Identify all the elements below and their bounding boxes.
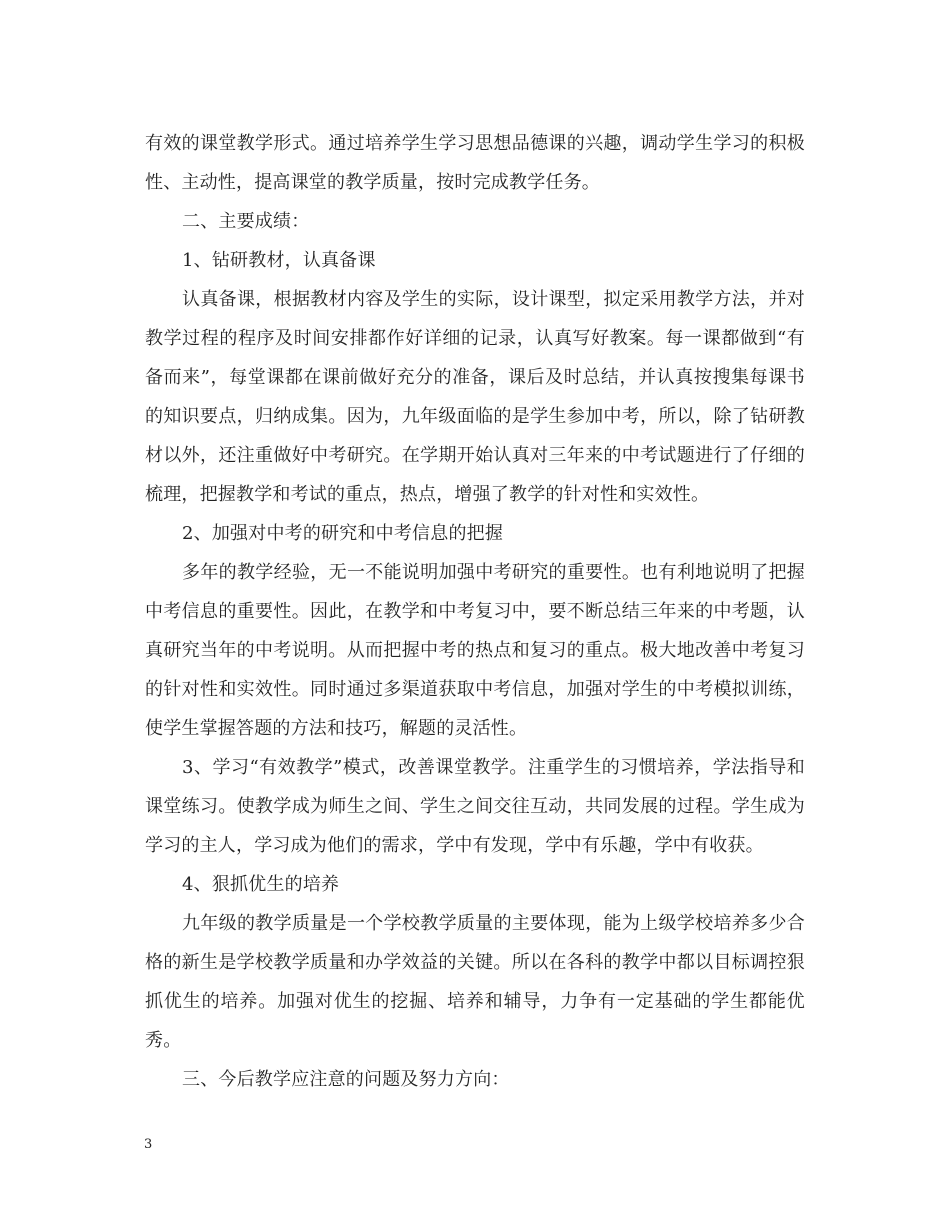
subheading-study-materials: 1、钻研教材，认真备课: [182, 250, 376, 271]
subheading-top-students: 4、狠抓优生的培养: [182, 874, 340, 895]
paragraph-top-students: 九年级的教学质量是一个学校教学质量的主要体现，能为上级学校培养多少合格的新生是学校教学质量和办学效益的关键。所以在各科的教学中都以目标调控狠抓优生的培养。加强对优生的挖掘、培养和辅导，力争有一定基础的学生都能优秀。: [145, 913, 805, 1051]
page-number: 3: [144, 1137, 153, 1152]
subheading-exam-research: 2、加强对中考的研究和中考信息的把握: [182, 523, 504, 544]
paragraph-effective-teaching: 3、学习“有效教学”模式，改善课堂教学。注重学生的习惯培养，学法指导和课堂练习。使教学成为师生之间、学生之间交往互动，共同发展的过程。学生成为学习的主人，学习成为他们的需求，学中有发现，学中有乐趣，学中有收获。: [145, 757, 805, 856]
document-body: [145, 124, 805, 1099]
paragraph-continuation: 有效的课堂教学形式。通过培养学生学习思想品德课的兴趣，调动学生学习的积极性、主动性，提高课堂的教学质量，按时完成教学任务。: [145, 133, 805, 193]
paragraph-lesson-preparation: 认真备课，根据教材内容及学生的实际，设计课型，拟定采用教学方法，并对教学过程的程序及时间安排都作好详细的记录，认真写好教案。每一课都做到“有备而来”，每堂课都在课前做好充分的准备，课后及时总结，并认真按搜集每课书的知识要点，归纳成集。因为，九年级面临的是学生参加中考，所以，除了钻研教材以外，还注重做好中考研究。在学期开始认真对三年来的中考试题进行了仔细的梳理，把握教学和考试的重点，热点，增强了教学的针对性和实效性。: [145, 289, 805, 505]
section-heading-main-achievements: 二、主要成绩：: [182, 211, 310, 232]
paragraph-exam-research: 多年的教学经验，无一不能说明加强中考研究的重要性。也有利地说明了把握中考信息的重要性。因此，在教学和中考复习中，要不断总结三年来的中考题，认真研究当年的中考说明。从而把握中考的热点和复习的重点。极大地改善中考复习的针对性和实效性。同时通过多渠道获取中考信息，加强对学生的中考模拟训练，使学生掌握答题的方法和技巧，解题的灵活性。: [145, 562, 805, 739]
section-heading-future-direction: 三、今后教学应注意的问题及努力方向：: [182, 1069, 510, 1090]
